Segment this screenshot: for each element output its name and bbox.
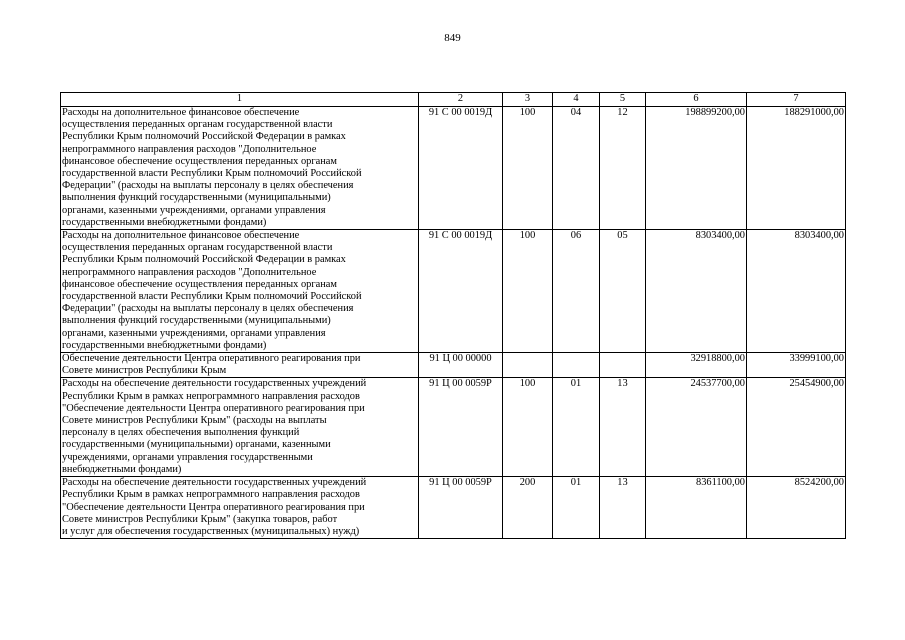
description-line: государственными внебюджетными фондами) xyxy=(62,216,267,228)
table-row xyxy=(61,477,846,539)
amount-year-1: 8303400,00 xyxy=(646,230,747,353)
amount-year-2: 188291000,00 xyxy=(747,107,846,230)
description-line: Республики Крым в рамках непрограммного направления расходов xyxy=(62,390,360,402)
col-header-6: 6 xyxy=(646,93,747,107)
expense-description xyxy=(61,353,419,378)
description-line: выполнения функций государственными (муниципальными) xyxy=(62,315,331,327)
description-line: "Обеспечение деятельности Центра оперативного реагирования при xyxy=(62,501,365,513)
table-row xyxy=(61,107,846,230)
header-row xyxy=(61,93,846,107)
expense-description xyxy=(61,477,419,539)
description-line: Расходы на дополнительное финансовое обеспечение xyxy=(62,107,300,118)
subsection-code: 05 xyxy=(600,230,646,353)
amount-year-2: 8524200,00 xyxy=(747,477,846,539)
expense-type-code: 100 xyxy=(503,230,553,353)
subsection-code: 12 xyxy=(600,107,646,230)
description-line: непрограммного направления расходов "Дополнительное xyxy=(62,266,317,278)
description-line: Федерации" (расходы на выплаты персоналу в целях обеспечения xyxy=(62,303,354,315)
description-line: Расходы на дополнительное финансовое обеспечение xyxy=(62,230,300,242)
budget-code: 91 Ц 00 00000 xyxy=(419,353,503,378)
expense-type-code: 200 xyxy=(503,477,553,539)
expense-type-code: 100 xyxy=(503,378,553,477)
col-header-7: 7 xyxy=(747,93,846,107)
description-line: персоналу в целях обеспечения выполнения функций xyxy=(62,427,300,439)
description-line: Республики Крым в рамках непрограммного направления расходов xyxy=(62,489,360,501)
section-code: 01 xyxy=(553,378,600,477)
col-header-2: 2 xyxy=(419,93,503,107)
budget-code: 91 С 00 0019Д xyxy=(419,230,503,353)
description-line: государственными внебюджетными фондами) xyxy=(62,339,267,351)
description-line: внебюджетными фондами) xyxy=(62,463,182,475)
description-line: Республики Крым полномочий Российской Федерации в рамках xyxy=(62,131,346,143)
page-number: 849 xyxy=(444,32,461,44)
description-line: Обеспечение деятельности Центра оперативного реагирования при xyxy=(62,353,361,365)
table-row xyxy=(61,230,846,353)
table-row xyxy=(61,378,846,477)
description-line: Расходы на обеспечение деятельности государственных учреждений xyxy=(62,477,367,489)
col-header-5: 5 xyxy=(600,93,646,107)
col-header-1: 1 xyxy=(61,93,419,107)
description-line: государственной власти Республики Крым полномочий Российской xyxy=(62,168,362,180)
description-line: финансовое обеспечение осуществления переданных органам xyxy=(62,278,337,290)
col-header-4: 4 xyxy=(553,93,600,107)
description-line: Совете министров Республики Крым xyxy=(62,365,227,377)
subsection-code: 13 xyxy=(600,477,646,539)
table-row xyxy=(61,353,846,378)
subsection-code: 13 xyxy=(600,378,646,477)
section-code: 01 xyxy=(553,477,600,539)
description-line: Расходы на обеспечение деятельности государственных учреждений xyxy=(62,378,367,390)
amount-year-2: 33999100,00 xyxy=(747,353,846,378)
description-line: и услуг для обеспечения государственных (муниципальных) нужд) xyxy=(62,525,360,537)
description-line: Федерации" (расходы на выплаты персоналу в целях обеспечения xyxy=(62,180,354,192)
amount-year-2: 8303400,00 xyxy=(747,230,846,353)
description-line: непрограммного направления расходов "Дополнительное xyxy=(62,143,317,155)
description-line: учреждениями, органами управления государственными xyxy=(62,451,313,463)
expense-type-code: 100 xyxy=(503,107,553,230)
description-line: органами, казенными учреждениями, органами управления xyxy=(62,204,326,216)
description-line: органами, казенными учреждениями, органами управления xyxy=(62,327,326,339)
section-code xyxy=(553,353,600,378)
description-line: Совете министров Республики Крым" (закупка товаров, работ xyxy=(62,513,338,525)
amount-year-1: 32918800,00 xyxy=(646,353,747,378)
amount-year-1: 8361100,00 xyxy=(646,477,747,539)
budget-code: 91 Ц 00 0059Р xyxy=(419,477,503,539)
description-line: Республики Крым полномочий Российской Федерации в рамках xyxy=(62,254,346,266)
expense-description xyxy=(61,230,419,353)
amount-year-1: 24537700,00 xyxy=(646,378,747,477)
description-line: осуществления переданных органам государственной власти xyxy=(62,242,333,254)
description-line: государственными (муниципальными) органами, казенными xyxy=(62,439,331,451)
amount-year-2: 25454900,00 xyxy=(747,378,846,477)
expense-description xyxy=(61,378,419,477)
col-header-3: 3 xyxy=(503,93,553,107)
subsection-code xyxy=(600,353,646,378)
description-line: Совете министров Республики Крым" (расходы на выплаты xyxy=(62,415,327,427)
budget-code: 91 С 00 0019Д xyxy=(419,107,503,230)
expense-type-code xyxy=(503,353,553,378)
budget-code: 91 Ц 00 0059Р xyxy=(419,378,503,477)
budget-table xyxy=(60,92,846,539)
description-line: "Обеспечение деятельности Центра оперативного реагирования при xyxy=(62,402,365,414)
section-code: 04 xyxy=(553,107,600,230)
section-code: 06 xyxy=(553,230,600,353)
description-line: государственной власти Республики Крым полномочий Российской xyxy=(62,291,362,303)
description-line: финансовое обеспечение осуществления переданных органам xyxy=(62,155,337,167)
expense-description xyxy=(61,107,419,230)
amount-year-1: 198899200,00 xyxy=(646,107,747,230)
description-line: осуществления переданных органам государственной власти xyxy=(62,119,333,131)
description-line: выполнения функций государственными (муниципальными) xyxy=(62,192,331,204)
